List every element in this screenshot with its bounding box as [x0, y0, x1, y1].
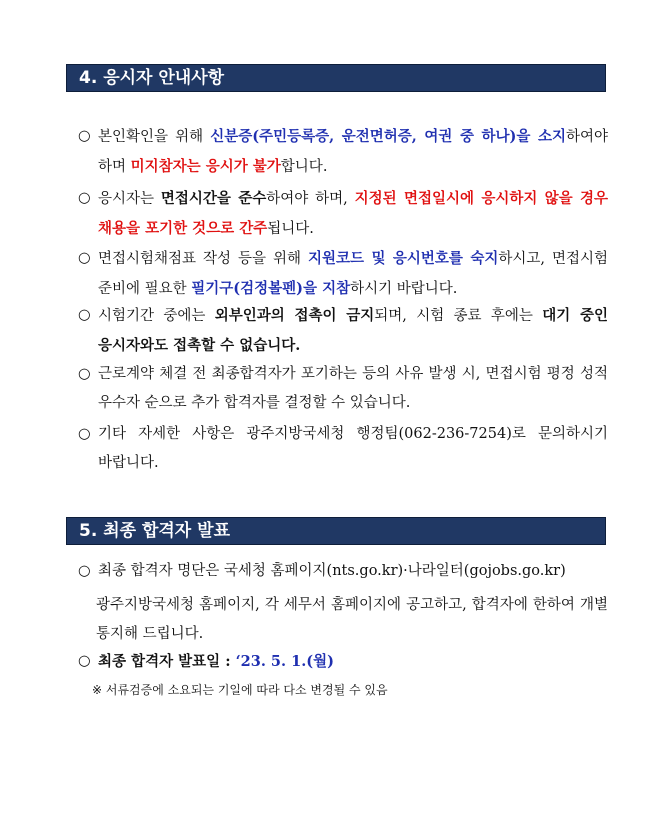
result-line-1: 최종 합격자 명단은 국세청 홈페이지(nts.go.kr)·나라일터(gojobs.go.kr) — [98, 563, 566, 579]
bullet-circle-icon: ○ — [78, 307, 91, 323]
result-list-item — [78, 557, 608, 586]
section-5-title: 5. 최종 합격자 발표 — [79, 521, 230, 541]
notice-text-segment: 하여야 하며, — [266, 191, 355, 207]
bullet-circle-icon: ○ — [78, 426, 91, 442]
notice-text-segment: 지원코드 및 응시번호를 숙지 — [308, 250, 499, 267]
notice-text-segment: 면접시간을 준수 — [160, 190, 267, 207]
section-4-header — [66, 64, 606, 92]
notice-list-item — [78, 122, 608, 182]
announce-date: ‘23. 5. 1.(월) — [235, 653, 334, 670]
notice-text-segment: 근로계약 체결 전 최종합격자가 포기하는 등의 사유 발생 시, 면접시험 평정 성적 우수자 순으로 추가 합격자를 결정할 수 있습니다. — [98, 366, 608, 411]
notice-text-segment: 하여야 하며 — [98, 129, 608, 175]
result-line-2: 광주지방국세청 홈페이지, 각 세무서 홈페이지에 공고하고, 합격자에 한하여 개별 통지해 드립니다. — [96, 597, 608, 642]
notice-text-segment: 되며, 시험 종료 후에는 — [374, 308, 543, 324]
change-note: ※ 서류검증에 소요되는 기일에 따라 다소 변경될 수 있음 — [92, 683, 388, 697]
bullet-circle-icon: ○ — [78, 190, 91, 206]
notice-text-segment: 됩니다. — [267, 221, 314, 237]
bullet-circle-icon: ○ — [78, 653, 91, 669]
notice-text-segment: 응시자는 — [98, 191, 161, 207]
notice-text-segment: 합니다. — [280, 159, 328, 175]
notice-text — [98, 184, 608, 244]
bullet-circle-icon: ○ — [78, 366, 91, 382]
notice-text-segment: 필기구(검정볼펜)을 지참 — [191, 280, 351, 297]
notice-text-segment: 기타 자세한 사항은 광주지방국세청 행정팀(062-236-7254)로 문의하시기 바랍니다. — [98, 426, 608, 471]
notice-list-item — [78, 360, 608, 418]
bullet-circle-icon: ○ — [78, 250, 91, 266]
section-4-title: 4. 응시자 안내사항 — [79, 68, 225, 88]
notice-text-segment: 대기 중인 응시자와도 접촉할 수 없습니다. — [98, 307, 609, 354]
notice-text-segment: 면접시험채점표 작성 등을 위해 — [98, 251, 309, 267]
announce-label: 최종 합격자 발표일 : — [98, 653, 236, 670]
notice-list-item — [78, 301, 608, 361]
notice-text — [98, 301, 608, 361]
notice-text — [98, 122, 608, 182]
notice-text — [98, 360, 608, 418]
notice-text-segment: 외부인과의 접촉이 금지 — [214, 307, 375, 324]
notice-list-item — [78, 184, 608, 244]
bullet-circle-icon: ○ — [78, 563, 91, 579]
bullet-circle-icon: ○ — [78, 128, 91, 144]
announce-item — [78, 647, 608, 677]
section-5-header — [66, 517, 606, 545]
notice-text — [98, 420, 608, 478]
notice-text-segment: 하시고, 면접시험 준비에 필요한 — [98, 251, 608, 297]
notice-text-segment: 본인확인을 위해 — [98, 129, 211, 145]
notice-text-segment: 미지참자는 응시가 불가 — [130, 158, 281, 175]
notice-text — [98, 244, 608, 304]
notice-text-segment: 신분증(주민등록증, 운전면허증, 여권 중 하나)을 소지 — [210, 128, 566, 145]
notice-text-segment: 하시기 바랍니다. — [350, 281, 458, 297]
notice-text-segment: 시험기간 중에는 — [98, 308, 215, 324]
notice-list-item — [78, 244, 608, 304]
notice-text-segment: 지정된 면접일시에 응시하지 않을 경우 채용을 포기한 것으로 간주 — [98, 190, 608, 237]
notice-list-item — [78, 420, 608, 478]
